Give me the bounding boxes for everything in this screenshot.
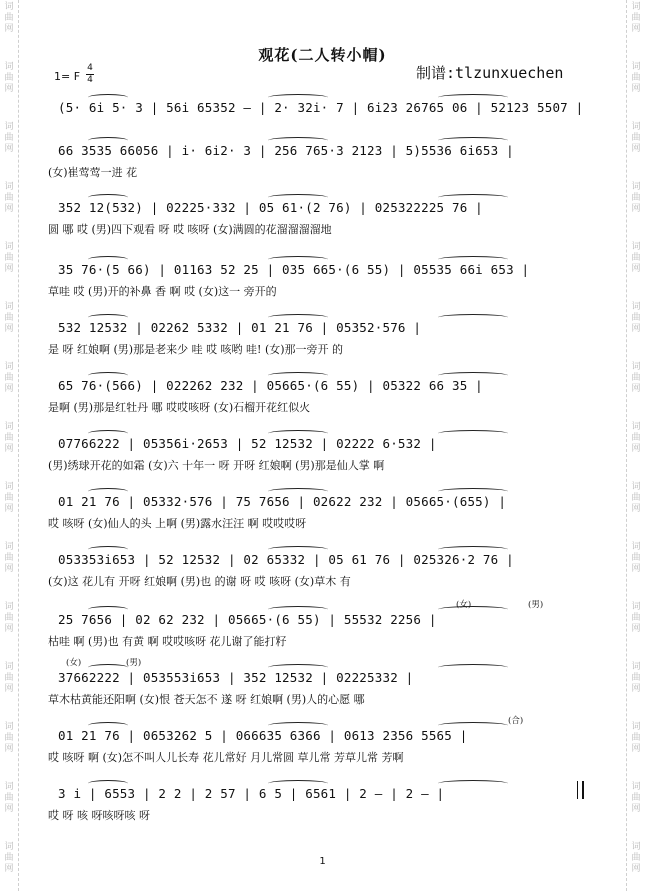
meter-bottom: 4 [87,75,93,85]
notation-line: 3 i | 6553 | 2 2 | 2 57 | 6 5 | 6561 | 2 — | 2 — | [58,786,445,801]
slur-arc [438,780,508,787]
watermark-text: 词曲网 [4,602,14,634]
notation-line: 66 3535 66056 | i· 6i2· 3 | 256 765·3 2123 | 5)5536 6i653 | [58,143,514,158]
notation-line: 352 12(532) | 02225·332 | 05 61·(2 76) | 025322225 76 | [58,200,483,215]
lyric-line: 哎 呀 咳 呀咳呀咳 呀 [48,809,150,822]
lyric-line: 哎 咳呀 啊 (女)怎不叫人儿长寿 花儿常好 月儿常圆 草儿常 芳草儿常 芳啊 [48,751,404,764]
slur-arc [268,780,328,787]
slur-arc [268,722,328,729]
notation-line: 65 76·(566) | 022262 232 | 05665·(6 55) | 05322 66 35 | [58,378,483,393]
watermark-text: 词曲网 [631,62,641,94]
watermark-text: 词曲网 [631,422,641,454]
watermark-text: 词曲网 [631,662,641,694]
slur-arc [88,546,128,553]
slur-arc [88,314,128,321]
slur-arc [88,606,128,613]
slur-arc [88,256,128,263]
slur-arc [88,722,128,729]
watermark-text: 词曲网 [631,242,641,274]
slur-arc [438,314,508,321]
watermark-text: 词曲网 [631,542,641,574]
slur-arc [438,137,508,144]
watermark-text: 词曲网 [4,422,14,454]
lyric-line: (女)崔莺莺一进 花 [48,166,138,179]
watermark-text: 词曲网 [4,542,14,574]
watermark-text: 词曲网 [4,842,14,874]
slur-arc [268,546,328,553]
lyric-line: 是啊 (男)那是红牡丹 哪 哎哎咳呀 (女)石榴开花红似火 [48,401,311,414]
slur-arc [268,372,328,379]
slur-arc [268,256,328,263]
lyric-line: 枯哇 啊 (男)也 有黄 啊 哎哎咳呀 花儿谢了能打籽 [48,635,287,648]
lyric-line: 草哇 哎 (男)开的补鼻 香 啊 哎 (女)这一 旁开的 [48,285,277,298]
slur-arc [438,546,508,553]
notation-line: 07766222 | 05356i·2653 | 52 12532 | 02222 6·532 | [58,436,437,451]
right-margin-line [626,0,627,891]
watermark-text: 词曲网 [631,2,641,34]
slur-arc [268,664,328,671]
slur-arc [438,664,508,671]
notation-line: 01 21 76 | 05332·576 | 75 7656 | 02622 232 | 05665·(655) | [58,494,507,509]
slur-arc [438,606,508,613]
watermark-text: 词曲网 [631,302,641,334]
right-watermark-column [629,0,643,891]
watermark-text: 词曲网 [631,722,641,754]
slur-arc [268,137,328,144]
slur-arc [88,372,128,379]
slur-arc [438,430,508,437]
slur-arc [268,314,328,321]
watermark-text: 词曲网 [631,482,641,514]
notation-line: 37662222 | 053553i653 | 352 12532 | 02225332 | [58,670,414,685]
slur-arc [438,256,508,263]
lyric-line: 哎 咳呀 (女)仙人的头 上啊 (男)露水汪汪 啊 哎哎哎呀 [48,517,307,530]
slur-arc [268,94,328,101]
voice-role-marker: (男) [528,600,544,610]
slur-arc [88,94,128,101]
slur-arc [438,94,508,101]
lyric-line: (女)这 花儿有 开呀 红娘啊 (男)也 的谢 呀 哎 咳呀 (女)草木 有 [48,575,351,588]
slur-arc [268,488,328,495]
watermark-text: 词曲网 [4,482,14,514]
notation-line: 053353i653 | 52 12532 | 02 65332 | 05 61 76 | 025326·2 76 | [58,552,514,567]
slur-arc [88,664,128,671]
slur-arc [268,194,328,201]
slur-arc [88,430,128,437]
final-barline [577,781,584,799]
notation-line: 25 7656 | 02 62 232 | 05665·(6 55) | 55532 2256 | [58,612,437,627]
arranger-credit: 制谱:tlzunxuechen [416,64,564,82]
notation-line: (5· 6i 5· 3 | 56i 65352 — | 2· 32i· 7 | 6i23 26765 06 | 52123 5507 | [58,100,584,115]
watermark-text: 词曲网 [4,122,14,154]
watermark-text: 词曲网 [631,362,641,394]
meter-top: 4 [87,63,93,73]
watermark-text: 词曲网 [631,602,641,634]
time-signature [86,64,94,85]
watermark-text: 词曲网 [631,182,641,214]
watermark-text: 词曲网 [4,302,14,334]
score-title: 观花(二人转小帽) [258,46,387,64]
notation-line: 01 21 76 | 0653262 5 | 066635 6366 | 0613 2356 5565 | [58,728,468,743]
lyric-line: 是 呀 红娘啊 (男)那是老来少 哇 哎 咳哟 哇! (女)那一旁开 的 [48,343,344,356]
left-watermark-column [2,0,16,891]
notation-line: 35 76·(5 66) | 01163 52 25 | 035 665·(6 55) | 05535 66i 653 | [58,262,530,277]
voice-role-marker: (男) [126,658,142,668]
slur-arc [88,137,128,144]
slur-arc [438,194,508,201]
left-margin-line [18,0,19,891]
voice-role-marker: (女) [456,600,472,610]
watermark-text: 词曲网 [4,182,14,214]
slur-arc [438,488,508,495]
slur-arc [268,606,328,613]
slur-arc [88,488,128,495]
lyric-line: (男)绣球开花的如霜 (女)六 十年一 呀 开呀 红娘啊 (男)那是仙人掌 啊 [48,459,385,472]
watermark-text: 词曲网 [4,362,14,394]
slur-arc [438,722,508,729]
key-signature: 1= F [54,70,81,83]
voice-role-marker: (合) [508,716,524,726]
slur-arc [88,780,128,787]
page-number: 1 [319,856,326,867]
watermark-text: 词曲网 [4,662,14,694]
watermark-text: 词曲网 [4,2,14,34]
watermark-text: 词曲网 [4,242,14,274]
watermark-text: 词曲网 [4,62,14,94]
voice-role-marker: (女) [66,658,82,668]
lyric-line: 草木枯黄能还阳啊 (女)恨 苍天怎不 遂 呀 红娘啊 (男)人的心愿 哪 [48,693,365,706]
watermark-text: 词曲网 [4,782,14,814]
lyric-line: 圆 哪 哎 (男)四下观看 呀 哎 咳呀 (女)满圆的花溜溜溜溜地 [48,223,332,236]
watermark-text: 词曲网 [631,782,641,814]
watermark-text: 词曲网 [4,722,14,754]
slur-arc [88,194,128,201]
watermark-text: 词曲网 [631,122,641,154]
watermark-text: 词曲网 [631,842,641,874]
notation-line: 532 12532 | 02262 5332 | 01 21 76 | 05352·576 | [58,320,422,335]
slur-arc [268,430,328,437]
slur-arc [438,372,508,379]
